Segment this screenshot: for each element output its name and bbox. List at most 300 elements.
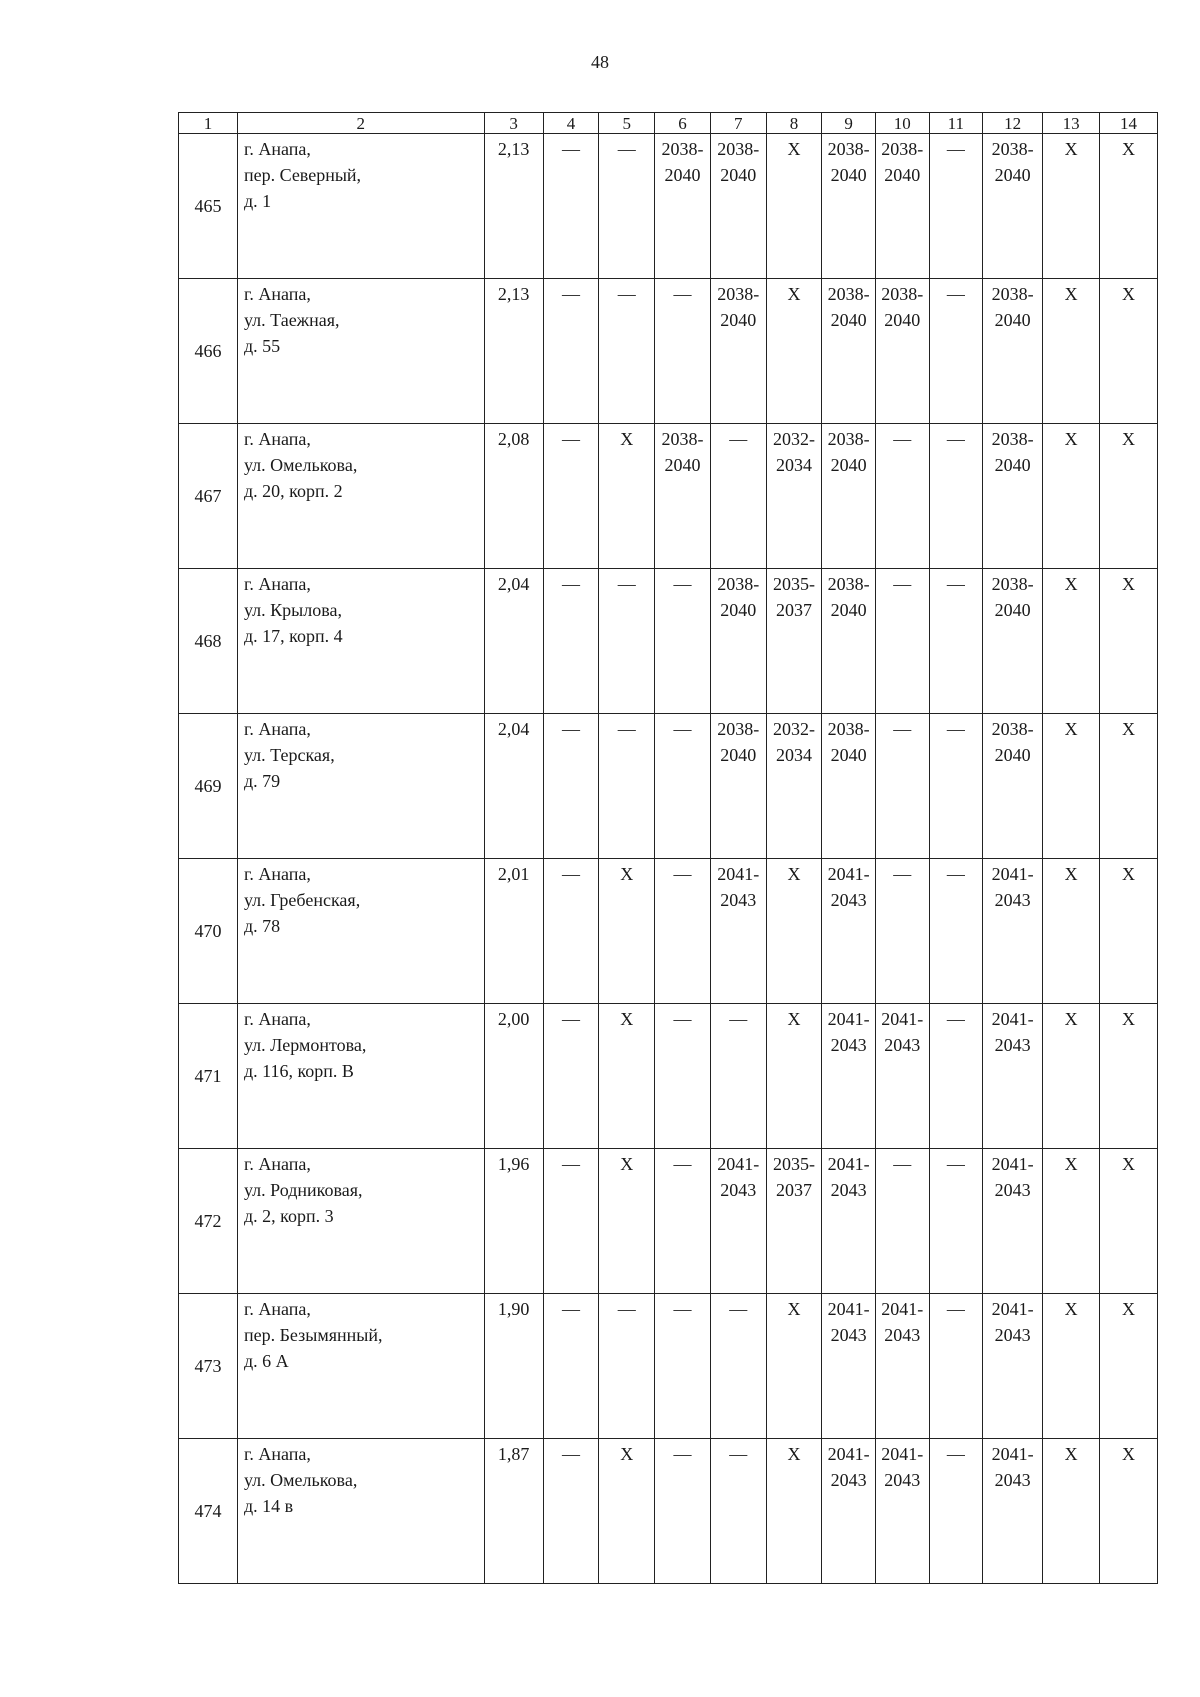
cell-line: — (893, 1154, 912, 1174)
address-line: ул. Лермонтова, (243, 1035, 367, 1055)
table-row (179, 1439, 1158, 1584)
period-cell-col-9 (822, 1149, 876, 1294)
cell-line: — (946, 719, 965, 739)
address-line: ул. Омелькова, (243, 1470, 358, 1490)
period-cell-col-12 (983, 1294, 1043, 1439)
row-number: 465 (179, 134, 238, 279)
cell-line: — (617, 719, 636, 739)
period-cell-col-14 (1100, 1439, 1158, 1584)
period-cell-col-4 (543, 1004, 599, 1149)
cell-line: — (673, 719, 692, 739)
area-cell: 1,96 (484, 1149, 543, 1294)
cell-line: — (561, 429, 580, 449)
cell-line: — (946, 1444, 965, 1464)
cell-line: 2040 (994, 310, 1031, 330)
period-cell-col-10 (875, 424, 929, 569)
area-cell: 1,90 (484, 1294, 543, 1439)
cell-line: 2043 (720, 890, 757, 910)
registry-table (178, 112, 1158, 1584)
column-header-8: 8 (766, 113, 822, 134)
cell-line: — (673, 574, 692, 594)
cell-line: 2041- (881, 1009, 924, 1029)
column-header-13: 13 (1043, 113, 1100, 134)
period-cell-col-5 (599, 134, 655, 279)
cell-line: 2040 (994, 600, 1031, 620)
address-cell (237, 1294, 484, 1439)
row-number: 473 (179, 1294, 238, 1439)
column-header-12: 12 (983, 113, 1043, 134)
period-cell-col-8 (766, 279, 822, 424)
period-cell-col-10 (875, 279, 929, 424)
period-cell-col-6 (655, 714, 711, 859)
column-header-14: 14 (1100, 113, 1158, 134)
cell-line: 2040 (720, 310, 757, 330)
cell-line: 2040 (994, 745, 1031, 765)
table-body (179, 134, 1158, 1584)
cell-line: X (1064, 864, 1078, 884)
address-line: г. Анапа, (243, 1154, 311, 1174)
cell-line: X (1122, 719, 1135, 739)
period-cell-col-7 (710, 1439, 766, 1584)
cell-line: 2037 (775, 1180, 812, 1200)
row-number: 468 (179, 569, 238, 714)
cell-line: — (946, 1154, 965, 1174)
cell-line: 2038- (717, 139, 760, 159)
period-cell-col-11 (929, 134, 983, 279)
cell-line: 2038- (827, 719, 870, 739)
cell-line: — (893, 719, 912, 739)
period-cell-col-7 (710, 569, 766, 714)
address-line: г. Анапа, (243, 864, 311, 884)
cell-line: 2038- (827, 574, 870, 594)
cell-line: X (1064, 1009, 1078, 1029)
period-cell-col-14 (1100, 134, 1158, 279)
period-cell-col-6 (655, 1149, 711, 1294)
period-cell-col-11 (929, 859, 983, 1004)
period-cell-col-13 (1043, 279, 1100, 424)
cell-line: X (1122, 864, 1135, 884)
period-cell-col-12 (983, 859, 1043, 1004)
address-line: д. 17, корп. 4 (243, 626, 343, 646)
cell-line: — (673, 1009, 692, 1029)
address-line: ул. Омелькова, (243, 455, 358, 475)
cell-line: — (729, 429, 748, 449)
cell-line: 2038- (991, 429, 1034, 449)
period-cell-col-12 (983, 1439, 1043, 1584)
address-line: д. 79 (243, 771, 281, 791)
address-line: д. 78 (243, 916, 281, 936)
period-cell-col-4 (543, 424, 599, 569)
cell-line: X (1064, 574, 1078, 594)
table-row (179, 1149, 1158, 1294)
cell-line: 2040 (994, 455, 1031, 475)
column-header-4: 4 (543, 113, 599, 134)
row-number: 472 (179, 1149, 238, 1294)
cell-line: X (1122, 574, 1135, 594)
cell-line: X (1064, 284, 1078, 304)
cell-line: 2038- (827, 139, 870, 159)
address-line: ул. Таежная, (243, 310, 340, 330)
period-cell-col-13 (1043, 1294, 1100, 1439)
address-cell (237, 1439, 484, 1584)
cell-line: X (787, 139, 801, 159)
cell-line: 2038- (661, 429, 704, 449)
column-header-3: 3 (484, 113, 543, 134)
cell-line: 2034 (775, 455, 812, 475)
cell-line: 2035- (772, 1154, 815, 1174)
cell-line: 2040 (830, 455, 867, 475)
period-cell-col-10 (875, 134, 929, 279)
cell-line: 2040 (884, 165, 921, 185)
address-line: д. 55 (243, 336, 281, 356)
period-cell-col-10 (875, 1439, 929, 1584)
period-cell-col-8 (766, 569, 822, 714)
column-header-7: 7 (710, 113, 766, 134)
period-cell-col-5 (599, 1149, 655, 1294)
period-cell-col-7 (710, 279, 766, 424)
period-cell-col-13 (1043, 1149, 1100, 1294)
period-cell-col-9 (822, 1439, 876, 1584)
period-cell-col-12 (983, 279, 1043, 424)
cell-line: 2040 (884, 310, 921, 330)
period-cell-col-6 (655, 1294, 711, 1439)
period-cell-col-9 (822, 569, 876, 714)
column-header-2: 2 (237, 113, 484, 134)
cell-line: 2043 (884, 1035, 921, 1055)
address-line: д. 14 в (243, 1496, 294, 1516)
period-cell-col-4 (543, 279, 599, 424)
period-cell-col-10 (875, 569, 929, 714)
cell-line: — (617, 284, 636, 304)
row-number: 467 (179, 424, 238, 569)
table-row (179, 134, 1158, 279)
cell-line: 2043 (830, 1470, 867, 1490)
period-cell-col-5 (599, 714, 655, 859)
address-line: г. Анапа, (243, 139, 311, 159)
period-cell-col-11 (929, 424, 983, 569)
column-header-5: 5 (599, 113, 655, 134)
cell-line: 2040 (720, 745, 757, 765)
period-cell-col-14 (1100, 1149, 1158, 1294)
period-cell-col-5 (599, 279, 655, 424)
period-cell-col-12 (983, 1004, 1043, 1149)
cell-line: — (561, 864, 580, 884)
period-cell-col-10 (875, 714, 929, 859)
period-cell-col-11 (929, 714, 983, 859)
cell-line: X (1064, 139, 1078, 159)
row-number: 469 (179, 714, 238, 859)
period-cell-col-11 (929, 1294, 983, 1439)
cell-line: 2043 (994, 1035, 1031, 1055)
cell-line: — (946, 139, 965, 159)
period-cell-col-9 (822, 279, 876, 424)
period-cell-col-9 (822, 1294, 876, 1439)
cell-line: — (946, 864, 965, 884)
period-cell-col-8 (766, 134, 822, 279)
cell-line: 2043 (830, 890, 867, 910)
cell-line: X (787, 1009, 801, 1029)
cell-line: X (1122, 1444, 1135, 1464)
address-line: пер. Северный, (243, 165, 362, 185)
cell-line: 2043 (884, 1325, 921, 1345)
cell-line: X (620, 864, 634, 884)
area-cell: 2,13 (484, 134, 543, 279)
row-number: 466 (179, 279, 238, 424)
cell-line: — (729, 1299, 748, 1319)
cell-line: 2043 (994, 1470, 1031, 1490)
period-cell-col-12 (983, 714, 1043, 859)
period-cell-col-13 (1043, 859, 1100, 1004)
cell-line: — (561, 1154, 580, 1174)
period-cell-col-10 (875, 1149, 929, 1294)
cell-line: — (946, 1299, 965, 1319)
address-line: г. Анапа, (243, 1009, 311, 1029)
period-cell-col-11 (929, 1439, 983, 1584)
cell-line: — (946, 1009, 965, 1029)
period-cell-col-12 (983, 569, 1043, 714)
cell-line: — (893, 429, 912, 449)
period-cell-col-13 (1043, 424, 1100, 569)
cell-line: 2038- (991, 139, 1034, 159)
cell-line: — (946, 574, 965, 594)
period-cell-col-12 (983, 134, 1043, 279)
column-header-11: 11 (929, 113, 983, 134)
cell-line: 2043 (994, 1180, 1031, 1200)
period-cell-col-7 (710, 859, 766, 1004)
cell-line: 2043 (830, 1325, 867, 1345)
area-cell: 2,00 (484, 1004, 543, 1149)
cell-line: 2041- (991, 864, 1034, 884)
cell-line: 2041- (827, 864, 870, 884)
cell-line: X (787, 1444, 801, 1464)
cell-line: — (673, 1299, 692, 1319)
cell-line: X (620, 1444, 634, 1464)
period-cell-col-6 (655, 569, 711, 714)
address-line: ул. Крылова, (243, 600, 342, 620)
period-cell-col-8 (766, 1439, 822, 1584)
period-cell-col-9 (822, 1004, 876, 1149)
period-cell-col-11 (929, 279, 983, 424)
period-cell-col-14 (1100, 279, 1158, 424)
period-cell-col-8 (766, 1294, 822, 1439)
period-cell-col-8 (766, 714, 822, 859)
cell-line: 2041- (991, 1154, 1034, 1174)
period-cell-col-10 (875, 1294, 929, 1439)
address-line: г. Анапа, (243, 574, 311, 594)
period-cell-col-9 (822, 424, 876, 569)
period-cell-col-4 (543, 859, 599, 1004)
period-cell-col-5 (599, 1294, 655, 1439)
table-row (179, 279, 1158, 424)
cell-line: X (1064, 719, 1078, 739)
cell-line: 2043 (994, 1325, 1031, 1345)
cell-line: X (1122, 1299, 1135, 1319)
cell-line: 2043 (830, 1180, 867, 1200)
period-cell-col-8 (766, 1004, 822, 1149)
cell-line: 2043 (994, 890, 1031, 910)
address-line: г. Анапа, (243, 719, 311, 739)
period-cell-col-7 (710, 134, 766, 279)
cell-line: X (1064, 429, 1078, 449)
period-cell-col-13 (1043, 1439, 1100, 1584)
cell-line: 2041- (827, 1154, 870, 1174)
address-cell (237, 714, 484, 859)
address-line: г. Анапа, (243, 1444, 311, 1464)
cell-line: — (617, 139, 636, 159)
address-cell (237, 1004, 484, 1149)
column-header-1: 1 (179, 113, 238, 134)
cell-line: 2034 (775, 745, 812, 765)
row-number: 470 (179, 859, 238, 1004)
period-cell-col-5 (599, 1439, 655, 1584)
cell-line: X (1064, 1154, 1078, 1174)
cell-line: — (561, 1009, 580, 1029)
cell-line: 2040 (720, 600, 757, 620)
period-cell-col-7 (710, 1004, 766, 1149)
period-cell-col-11 (929, 1149, 983, 1294)
column-header-9: 9 (822, 113, 876, 134)
column-header-6: 6 (655, 113, 711, 134)
table-row (179, 424, 1158, 569)
cell-line: X (787, 284, 801, 304)
period-cell-col-6 (655, 1004, 711, 1149)
cell-line: — (561, 574, 580, 594)
period-cell-col-13 (1043, 1004, 1100, 1149)
period-cell-col-14 (1100, 714, 1158, 859)
cell-line: 2040 (830, 165, 867, 185)
period-cell-col-4 (543, 134, 599, 279)
area-cell: 2,04 (484, 714, 543, 859)
cell-line: — (561, 1299, 580, 1319)
cell-line: 2040 (664, 455, 701, 475)
period-cell-col-7 (710, 424, 766, 569)
cell-line: 2038- (717, 719, 760, 739)
cell-line: — (561, 284, 580, 304)
period-cell-col-11 (929, 1004, 983, 1149)
period-cell-col-5 (599, 424, 655, 569)
address-cell (237, 134, 484, 279)
cell-line: — (673, 1154, 692, 1174)
cell-line: 2035- (772, 574, 815, 594)
cell-line: 2041- (827, 1444, 870, 1464)
page-number: 48 (591, 52, 609, 72)
cell-line: 2041- (827, 1009, 870, 1029)
period-cell-col-7 (710, 1294, 766, 1439)
cell-line: X (787, 864, 801, 884)
address-line: д. 1 (243, 191, 272, 211)
cell-line: X (787, 1299, 801, 1319)
address-line: пер. Безымянный, (243, 1325, 383, 1345)
cell-line: — (561, 1444, 580, 1464)
address-cell (237, 424, 484, 569)
period-cell-col-4 (543, 569, 599, 714)
period-cell-col-5 (599, 569, 655, 714)
period-cell-col-13 (1043, 134, 1100, 279)
cell-line: X (620, 429, 634, 449)
cell-line: 2040 (720, 165, 757, 185)
period-cell-col-14 (1100, 1004, 1158, 1149)
cell-line: 2040 (994, 165, 1031, 185)
cell-line: — (673, 1444, 692, 1464)
cell-line: 2040 (830, 745, 867, 765)
row-number: 474 (179, 1439, 238, 1584)
address-line: д. 6 А (243, 1351, 289, 1371)
period-cell-col-14 (1100, 424, 1158, 569)
cell-line: X (620, 1154, 634, 1174)
address-line: г. Анапа, (243, 429, 311, 449)
period-cell-col-6 (655, 134, 711, 279)
address-line: д. 20, корп. 2 (243, 481, 343, 501)
address-line: г. Анапа, (243, 284, 311, 304)
cell-line: 2032- (772, 429, 815, 449)
cell-line: 2041- (717, 1154, 760, 1174)
period-cell-col-6 (655, 1439, 711, 1584)
period-cell-col-6 (655, 859, 711, 1004)
area-cell: 2,08 (484, 424, 543, 569)
table-row (179, 714, 1158, 859)
cell-line: 2040 (830, 310, 867, 330)
period-cell-col-4 (543, 714, 599, 859)
period-cell-col-6 (655, 424, 711, 569)
area-cell: 2,01 (484, 859, 543, 1004)
period-cell-col-13 (1043, 714, 1100, 859)
cell-line: 2038- (991, 284, 1034, 304)
cell-line: 2032- (772, 719, 815, 739)
row-number: 471 (179, 1004, 238, 1149)
cell-line: 2038- (827, 284, 870, 304)
cell-line: — (946, 429, 965, 449)
period-cell-col-8 (766, 859, 822, 1004)
cell-line: X (1122, 284, 1135, 304)
address-line: ул. Терская, (243, 745, 335, 765)
address-cell (237, 279, 484, 424)
area-cell: 1,87 (484, 1439, 543, 1584)
cell-line: 2038- (827, 429, 870, 449)
address-cell (237, 859, 484, 1004)
cell-line: 2038- (881, 139, 924, 159)
period-cell-col-14 (1100, 859, 1158, 1004)
cell-line: 2040 (830, 600, 867, 620)
cell-line: — (893, 574, 912, 594)
period-cell-col-6 (655, 279, 711, 424)
period-cell-col-4 (543, 1294, 599, 1439)
cell-line: — (729, 1009, 748, 1029)
period-cell-col-12 (983, 1149, 1043, 1294)
area-cell: 2,13 (484, 279, 543, 424)
table-row (179, 1004, 1158, 1149)
period-cell-col-14 (1100, 1294, 1158, 1439)
cell-line: — (729, 1444, 748, 1464)
cell-line: X (620, 1009, 634, 1029)
cell-line: 2038- (881, 284, 924, 304)
table-row (179, 1294, 1158, 1439)
address-line: ул. Родниковая, (243, 1180, 363, 1200)
period-cell-col-10 (875, 1004, 929, 1149)
cell-line: X (1064, 1299, 1078, 1319)
cell-line: 2043 (720, 1180, 757, 1200)
cell-line: 2038- (661, 139, 704, 159)
cell-line: 2043 (884, 1470, 921, 1490)
cell-line: — (673, 864, 692, 884)
cell-line: 2041- (991, 1444, 1034, 1464)
cell-line: 2041- (827, 1299, 870, 1319)
table-row (179, 569, 1158, 714)
cell-line: X (1064, 1444, 1078, 1464)
cell-line: — (561, 719, 580, 739)
period-cell-col-8 (766, 1149, 822, 1294)
address-line: ул. Гребенская, (243, 890, 361, 910)
address-line: д. 116, корп. В (243, 1061, 354, 1081)
